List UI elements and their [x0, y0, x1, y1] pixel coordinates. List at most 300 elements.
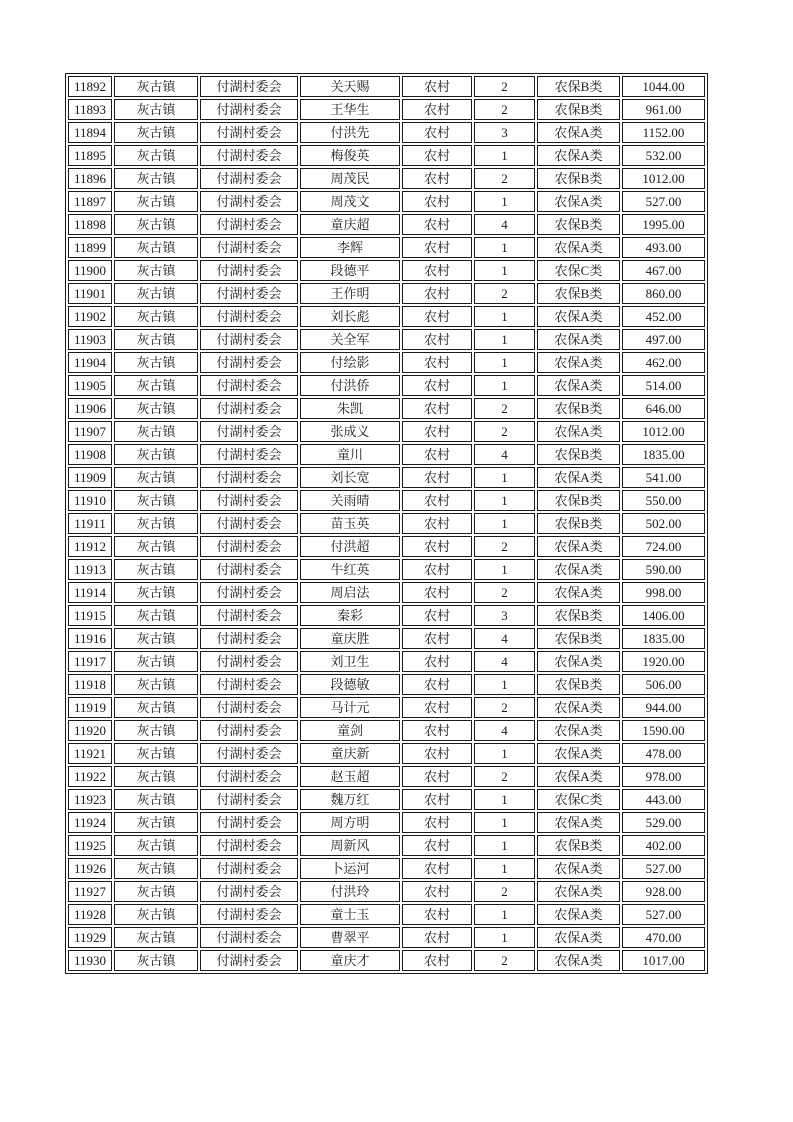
cell-village-committee: 付湖村委会	[200, 904, 298, 925]
cell-amount: 1017.00	[622, 950, 705, 971]
cell-person-name: 马计元	[300, 697, 400, 718]
cell-person-count: 2	[474, 536, 535, 557]
cell-residence-type: 农村	[402, 536, 472, 557]
cell-person-count: 1	[474, 306, 535, 327]
cell-amount: 1835.00	[622, 628, 705, 649]
cell-record-id: 11911	[68, 513, 112, 534]
cell-village-committee: 付湖村委会	[200, 720, 298, 741]
cell-town: 灰古镇	[114, 881, 198, 902]
cell-insurance-category: 农保B类	[537, 490, 620, 511]
cell-village-committee: 付湖村委会	[200, 99, 298, 120]
table-row	[68, 168, 705, 189]
cell-record-id: 11904	[68, 352, 112, 373]
cell-person-name: 付绘影	[300, 352, 400, 373]
cell-residence-type: 农村	[402, 398, 472, 419]
cell-person-name: 曹翠平	[300, 927, 400, 948]
cell-amount: 527.00	[622, 904, 705, 925]
table-row	[68, 628, 705, 649]
cell-person-name: 付洪玲	[300, 881, 400, 902]
cell-person-count: 2	[474, 950, 535, 971]
cell-town: 灰古镇	[114, 720, 198, 741]
cell-person-name: 童士玉	[300, 904, 400, 925]
cell-amount: 961.00	[622, 99, 705, 120]
cell-person-name: 周方明	[300, 812, 400, 833]
cell-person-name: 刘长宽	[300, 467, 400, 488]
cell-amount: 478.00	[622, 743, 705, 764]
cell-village-committee: 付湖村委会	[200, 398, 298, 419]
cell-town: 灰古镇	[114, 927, 198, 948]
table-row	[68, 904, 705, 925]
cell-town: 灰古镇	[114, 559, 198, 580]
cell-amount: 462.00	[622, 352, 705, 373]
cell-insurance-category: 农保A类	[537, 191, 620, 212]
cell-record-id: 11897	[68, 191, 112, 212]
cell-town: 灰古镇	[114, 789, 198, 810]
cell-insurance-category: 农保B类	[537, 99, 620, 120]
cell-residence-type: 农村	[402, 743, 472, 764]
cell-residence-type: 农村	[402, 582, 472, 603]
cell-insurance-category: 农保A类	[537, 122, 620, 143]
cell-village-committee: 付湖村委会	[200, 789, 298, 810]
table-row	[68, 421, 705, 442]
cell-amount: 470.00	[622, 927, 705, 948]
cell-residence-type: 农村	[402, 904, 472, 925]
cell-insurance-category: 农保A类	[537, 927, 620, 948]
table-row	[68, 329, 705, 350]
cell-record-id: 11908	[68, 444, 112, 465]
cell-record-id: 11929	[68, 927, 112, 948]
cell-insurance-category: 农保A类	[537, 329, 620, 350]
cell-residence-type: 农村	[402, 306, 472, 327]
cell-insurance-category: 农保A类	[537, 651, 620, 672]
cell-person-count: 1	[474, 145, 535, 166]
cell-record-id: 11905	[68, 375, 112, 396]
cell-insurance-category: 农保B类	[537, 283, 620, 304]
cell-amount: 724.00	[622, 536, 705, 557]
cell-village-committee: 付湖村委会	[200, 490, 298, 511]
cell-amount: 527.00	[622, 858, 705, 879]
cell-insurance-category: 农保A类	[537, 904, 620, 925]
table-row	[68, 145, 705, 166]
table-row	[68, 789, 705, 810]
cell-insurance-category: 农保A类	[537, 375, 620, 396]
cell-village-committee: 付湖村委会	[200, 536, 298, 557]
cell-record-id: 11912	[68, 536, 112, 557]
cell-amount: 1406.00	[622, 605, 705, 626]
table-row	[68, 444, 705, 465]
table-row	[68, 99, 705, 120]
cell-town: 灰古镇	[114, 398, 198, 419]
cell-record-id: 11899	[68, 237, 112, 258]
cell-insurance-category: 农保A类	[537, 352, 620, 373]
cell-town: 灰古镇	[114, 513, 198, 534]
cell-insurance-category: 农保B类	[537, 628, 620, 649]
cell-person-count: 1	[474, 375, 535, 396]
cell-amount: 1152.00	[622, 122, 705, 143]
cell-town: 灰古镇	[114, 283, 198, 304]
cell-record-id: 11893	[68, 99, 112, 120]
cell-town: 灰古镇	[114, 168, 198, 189]
cell-person-name: 周新风	[300, 835, 400, 856]
cell-town: 灰古镇	[114, 99, 198, 120]
cell-insurance-category: 农保A类	[537, 559, 620, 580]
cell-person-count: 2	[474, 421, 535, 442]
cell-person-name: 周茂文	[300, 191, 400, 212]
cell-person-name: 刘卫生	[300, 651, 400, 672]
table-row	[68, 536, 705, 557]
cell-person-name: 童庆新	[300, 743, 400, 764]
cell-insurance-category: 农保C类	[537, 789, 620, 810]
table-row	[68, 927, 705, 948]
cell-residence-type: 农村	[402, 651, 472, 672]
cell-residence-type: 农村	[402, 467, 472, 488]
cell-insurance-category: 农保B类	[537, 214, 620, 235]
cell-town: 灰古镇	[114, 490, 198, 511]
table-row	[68, 306, 705, 327]
table-row	[68, 950, 705, 971]
cell-residence-type: 农村	[402, 628, 472, 649]
cell-insurance-category: 农保A类	[537, 881, 620, 902]
cell-residence-type: 农村	[402, 237, 472, 258]
cell-person-count: 2	[474, 283, 535, 304]
cell-village-committee: 付湖村委会	[200, 283, 298, 304]
cell-record-id: 11895	[68, 145, 112, 166]
cell-village-committee: 付湖村委会	[200, 927, 298, 948]
cell-record-id: 11921	[68, 743, 112, 764]
cell-insurance-category: 农保A类	[537, 306, 620, 327]
cell-person-name: 付洪超	[300, 536, 400, 557]
cell-person-count: 1	[474, 743, 535, 764]
table-row	[68, 674, 705, 695]
cell-residence-type: 农村	[402, 881, 472, 902]
cell-person-count: 2	[474, 398, 535, 419]
cell-town: 灰古镇	[114, 214, 198, 235]
cell-insurance-category: 农保B类	[537, 76, 620, 97]
cell-town: 灰古镇	[114, 237, 198, 258]
cell-person-count: 1	[474, 904, 535, 925]
cell-village-committee: 付湖村委会	[200, 697, 298, 718]
cell-insurance-category: 农保A类	[537, 697, 620, 718]
cell-record-id: 11902	[68, 306, 112, 327]
cell-person-name: 周启法	[300, 582, 400, 603]
cell-insurance-category: 农保A类	[537, 743, 620, 764]
cell-person-count: 1	[474, 467, 535, 488]
cell-person-count: 4	[474, 214, 535, 235]
cell-village-committee: 付湖村委会	[200, 421, 298, 442]
cell-village-committee: 付湖村委会	[200, 835, 298, 856]
cell-town: 灰古镇	[114, 444, 198, 465]
cell-amount: 443.00	[622, 789, 705, 810]
cell-person-name: 梅俊英	[300, 145, 400, 166]
cell-village-committee: 付湖村委会	[200, 76, 298, 97]
cell-person-count: 1	[474, 237, 535, 258]
cell-amount: 527.00	[622, 191, 705, 212]
table-row	[68, 375, 705, 396]
cell-person-name: 童庆胜	[300, 628, 400, 649]
table-row	[68, 697, 705, 718]
cell-amount: 978.00	[622, 766, 705, 787]
cell-insurance-category: 农保B类	[537, 168, 620, 189]
cell-record-id: 11919	[68, 697, 112, 718]
cell-residence-type: 农村	[402, 697, 472, 718]
cell-record-id: 11916	[68, 628, 112, 649]
cell-town: 灰古镇	[114, 467, 198, 488]
cell-town: 灰古镇	[114, 651, 198, 672]
cell-person-name: 段德敏	[300, 674, 400, 695]
cell-person-name: 童庆才	[300, 950, 400, 971]
cell-insurance-category: 农保B类	[537, 398, 620, 419]
cell-town: 灰古镇	[114, 306, 198, 327]
table-row	[68, 720, 705, 741]
table-row	[68, 237, 705, 258]
cell-person-count: 1	[474, 559, 535, 580]
cell-person-name: 张成义	[300, 421, 400, 442]
cell-insurance-category: 农保B类	[537, 605, 620, 626]
cell-village-committee: 付湖村委会	[200, 743, 298, 764]
cell-person-name: 刘长彪	[300, 306, 400, 327]
cell-person-count: 2	[474, 881, 535, 902]
cell-town: 灰古镇	[114, 674, 198, 695]
cell-town: 灰古镇	[114, 835, 198, 856]
cell-amount: 998.00	[622, 582, 705, 603]
cell-amount: 646.00	[622, 398, 705, 419]
cell-record-id: 11918	[68, 674, 112, 695]
cell-person-count: 2	[474, 168, 535, 189]
cell-person-count: 3	[474, 605, 535, 626]
cell-amount: 452.00	[622, 306, 705, 327]
cell-amount: 944.00	[622, 697, 705, 718]
cell-person-name: 秦彩	[300, 605, 400, 626]
cell-town: 灰古镇	[114, 812, 198, 833]
cell-person-name: 苗玉英	[300, 513, 400, 534]
cell-amount: 514.00	[622, 375, 705, 396]
cell-town: 灰古镇	[114, 260, 198, 281]
cell-village-committee: 付湖村委会	[200, 467, 298, 488]
cell-residence-type: 农村	[402, 444, 472, 465]
cell-person-count: 1	[474, 490, 535, 511]
beneficiary-table	[65, 73, 708, 974]
cell-record-id: 11920	[68, 720, 112, 741]
cell-amount: 529.00	[622, 812, 705, 833]
cell-amount: 502.00	[622, 513, 705, 534]
cell-residence-type: 农村	[402, 168, 472, 189]
cell-person-name: 李辉	[300, 237, 400, 258]
cell-person-count: 1	[474, 513, 535, 534]
cell-record-id: 11900	[68, 260, 112, 281]
cell-town: 灰古镇	[114, 766, 198, 787]
cell-town: 灰古镇	[114, 697, 198, 718]
cell-person-count: 3	[474, 122, 535, 143]
cell-village-committee: 付湖村委会	[200, 122, 298, 143]
cell-residence-type: 农村	[402, 674, 472, 695]
cell-amount: 493.00	[622, 237, 705, 258]
cell-person-count: 1	[474, 835, 535, 856]
cell-residence-type: 农村	[402, 76, 472, 97]
cell-residence-type: 农村	[402, 513, 472, 534]
cell-record-id: 11906	[68, 398, 112, 419]
table-row	[68, 122, 705, 143]
cell-residence-type: 农村	[402, 559, 472, 580]
cell-record-id: 11925	[68, 835, 112, 856]
cell-village-committee: 付湖村委会	[200, 858, 298, 879]
cell-record-id: 11910	[68, 490, 112, 511]
cell-insurance-category: 农保C类	[537, 260, 620, 281]
cell-village-committee: 付湖村委会	[200, 145, 298, 166]
cell-village-committee: 付湖村委会	[200, 628, 298, 649]
cell-record-id: 11914	[68, 582, 112, 603]
cell-village-committee: 付湖村委会	[200, 674, 298, 695]
table-row	[68, 582, 705, 603]
cell-person-count: 1	[474, 352, 535, 373]
cell-insurance-category: 农保A类	[537, 421, 620, 442]
table-row	[68, 835, 705, 856]
cell-residence-type: 农村	[402, 605, 472, 626]
cell-town: 灰古镇	[114, 950, 198, 971]
cell-person-count: 2	[474, 76, 535, 97]
cell-person-count: 1	[474, 674, 535, 695]
table-row	[68, 605, 705, 626]
cell-person-count: 1	[474, 858, 535, 879]
cell-town: 灰古镇	[114, 743, 198, 764]
cell-record-id: 11923	[68, 789, 112, 810]
cell-town: 灰古镇	[114, 858, 198, 879]
cell-residence-type: 农村	[402, 490, 472, 511]
cell-person-count: 1	[474, 927, 535, 948]
cell-village-committee: 付湖村委会	[200, 168, 298, 189]
cell-record-id: 11915	[68, 605, 112, 626]
cell-town: 灰古镇	[114, 191, 198, 212]
cell-person-count: 1	[474, 329, 535, 350]
cell-person-name: 周茂民	[300, 168, 400, 189]
cell-insurance-category: 农保A类	[537, 766, 620, 787]
cell-residence-type: 农村	[402, 283, 472, 304]
cell-record-id: 11903	[68, 329, 112, 350]
cell-village-committee: 付湖村委会	[200, 559, 298, 580]
cell-person-count: 1	[474, 789, 535, 810]
cell-town: 灰古镇	[114, 375, 198, 396]
cell-person-count: 4	[474, 444, 535, 465]
cell-town: 灰古镇	[114, 122, 198, 143]
cell-person-name: 童庆超	[300, 214, 400, 235]
table-row	[68, 743, 705, 764]
cell-person-name: 赵玉超	[300, 766, 400, 787]
cell-person-count: 2	[474, 99, 535, 120]
cell-record-id: 11901	[68, 283, 112, 304]
cell-town: 灰古镇	[114, 421, 198, 442]
cell-person-name: 王华生	[300, 99, 400, 120]
cell-residence-type: 农村	[402, 789, 472, 810]
cell-insurance-category: 农保A类	[537, 812, 620, 833]
cell-person-name: 卜运河	[300, 858, 400, 879]
cell-record-id: 11922	[68, 766, 112, 787]
cell-village-committee: 付湖村委会	[200, 582, 298, 603]
cell-record-id: 11898	[68, 214, 112, 235]
table-row	[68, 651, 705, 672]
cell-amount: 1835.00	[622, 444, 705, 465]
table-row	[68, 352, 705, 373]
cell-person-name: 段德平	[300, 260, 400, 281]
cell-person-count: 4	[474, 651, 535, 672]
cell-person-count: 4	[474, 628, 535, 649]
cell-residence-type: 农村	[402, 835, 472, 856]
cell-residence-type: 农村	[402, 812, 472, 833]
cell-town: 灰古镇	[114, 605, 198, 626]
cell-amount: 860.00	[622, 283, 705, 304]
cell-village-committee: 付湖村委会	[200, 329, 298, 350]
cell-village-committee: 付湖村委会	[200, 950, 298, 971]
cell-residence-type: 农村	[402, 260, 472, 281]
cell-person-name: 付洪先	[300, 122, 400, 143]
cell-town: 灰古镇	[114, 628, 198, 649]
cell-person-name: 朱凯	[300, 398, 400, 419]
cell-person-count: 1	[474, 812, 535, 833]
cell-person-name: 关天赐	[300, 76, 400, 97]
cell-person-name: 童川	[300, 444, 400, 465]
cell-village-committee: 付湖村委会	[200, 352, 298, 373]
table-row	[68, 881, 705, 902]
cell-amount: 506.00	[622, 674, 705, 695]
table-row	[68, 858, 705, 879]
cell-amount: 1920.00	[622, 651, 705, 672]
cell-village-committee: 付湖村委会	[200, 605, 298, 626]
table-body	[68, 76, 705, 971]
cell-person-name: 关全军	[300, 329, 400, 350]
table-row	[68, 559, 705, 580]
table-row	[68, 398, 705, 419]
cell-residence-type: 农村	[402, 950, 472, 971]
cell-amount: 550.00	[622, 490, 705, 511]
cell-village-committee: 付湖村委会	[200, 651, 298, 672]
cell-insurance-category: 农保B类	[537, 513, 620, 534]
cell-record-id: 11930	[68, 950, 112, 971]
cell-insurance-category: 农保A类	[537, 720, 620, 741]
cell-residence-type: 农村	[402, 927, 472, 948]
cell-amount: 1012.00	[622, 421, 705, 442]
cell-amount: 1590.00	[622, 720, 705, 741]
table-row	[68, 490, 705, 511]
table-row	[68, 214, 705, 235]
cell-insurance-category: 农保A类	[537, 467, 620, 488]
cell-residence-type: 农村	[402, 329, 472, 350]
cell-residence-type: 农村	[402, 766, 472, 787]
cell-amount: 532.00	[622, 145, 705, 166]
cell-village-committee: 付湖村委会	[200, 444, 298, 465]
cell-village-committee: 付湖村委会	[200, 881, 298, 902]
cell-person-count: 1	[474, 191, 535, 212]
cell-village-committee: 付湖村委会	[200, 513, 298, 534]
cell-person-name: 关雨晴	[300, 490, 400, 511]
cell-residence-type: 农村	[402, 375, 472, 396]
cell-village-committee: 付湖村委会	[200, 812, 298, 833]
cell-residence-type: 农村	[402, 352, 472, 373]
cell-person-count: 4	[474, 720, 535, 741]
cell-amount: 497.00	[622, 329, 705, 350]
cell-residence-type: 农村	[402, 858, 472, 879]
table-row	[68, 191, 705, 212]
table-row	[68, 260, 705, 281]
cell-residence-type: 农村	[402, 122, 472, 143]
cell-town: 灰古镇	[114, 352, 198, 373]
cell-insurance-category: 农保A类	[537, 858, 620, 879]
cell-town: 灰古镇	[114, 582, 198, 603]
cell-record-id: 11927	[68, 881, 112, 902]
cell-village-committee: 付湖村委会	[200, 214, 298, 235]
cell-insurance-category: 农保A类	[537, 582, 620, 603]
cell-town: 灰古镇	[114, 76, 198, 97]
cell-amount: 928.00	[622, 881, 705, 902]
cell-insurance-category: 农保B类	[537, 835, 620, 856]
table-row	[68, 766, 705, 787]
